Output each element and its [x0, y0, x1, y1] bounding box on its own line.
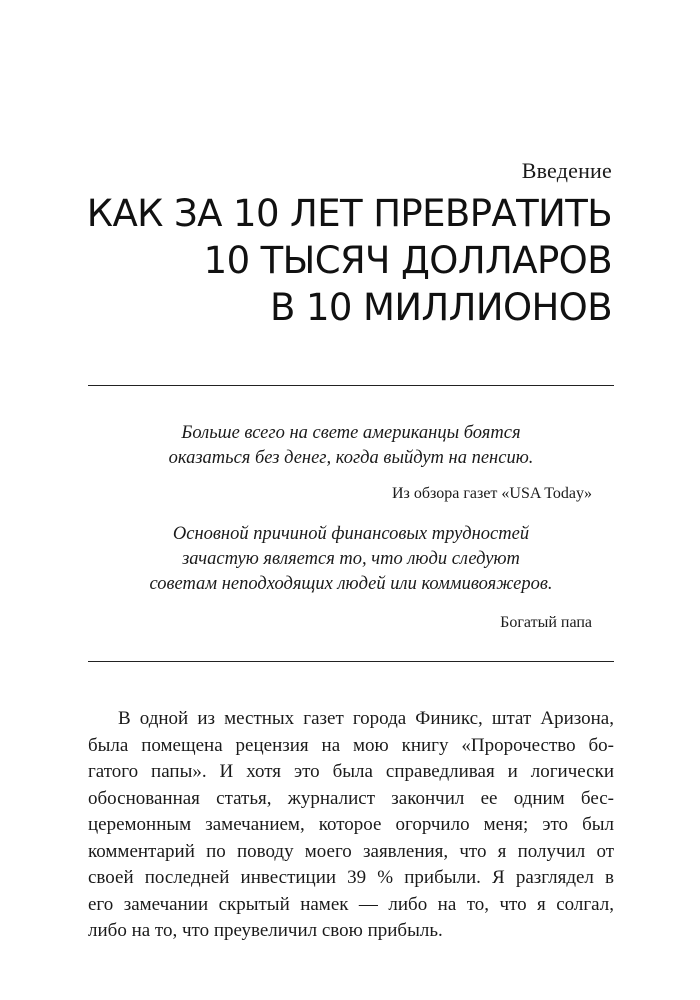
epigraph-quote — [88, 522, 614, 597]
body-paragraph — [88, 706, 614, 945]
epigraph-line: оказаться без денег, когда выйдут на пенсию. — [168, 448, 534, 468]
paragraph-line: комментарий по поводу моего заявления, что я получил от — [88, 840, 614, 862]
chapter-title-line: В 10 МИЛЛИОНОВ — [270, 286, 612, 329]
epigraph-line: зачастую является то, что люди следуют — [182, 549, 520, 569]
section-label: Введение — [521, 158, 612, 183]
bottom-divider — [88, 661, 614, 662]
epigraph-attribution: Богатый папа — [500, 614, 592, 631]
epigraph-line: Больше всего на свете американцы боятся — [181, 423, 521, 443]
epigraph-line: советам неподходящих людей или коммивояжеров. — [149, 574, 553, 594]
chapter-title — [87, 190, 612, 331]
paragraph-line: была помещена рецензия на мою книгу «Пророчество бо- — [88, 734, 614, 756]
epigraph-attribution: Из обзора газет «USA Today» — [391, 485, 592, 502]
paragraph-line: его замечании скрытый намек — либо на то, что я солгал, — [88, 893, 614, 915]
epigraph-quote — [88, 421, 614, 471]
paragraph-line: обоснованная статья, журналист закончил ее одним бес- — [88, 787, 614, 809]
chapter-title-line: 10 ТЫСЯЧ ДОЛЛАРОВ — [203, 239, 612, 282]
epigraph-line: Основной причиной финансовых трудностей — [172, 524, 530, 544]
paragraph-line: гатого папы». И хотя это была справедливая и логически — [88, 761, 614, 782]
paragraph-line: церемонным замечанием, которое огорчило меня; это был — [88, 814, 614, 835]
paragraph-line: либо на то, что преувеличил свою прибыль. — [88, 920, 443, 941]
paragraph-line: В одной из местных газет города Финикс, штат Аризона, — [118, 708, 614, 729]
top-divider — [88, 385, 614, 386]
chapter-title-line: КАК ЗА 10 ЛЕТ ПРЕВРАТИТЬ — [86, 192, 612, 235]
paragraph-line: своей последней инвестиции 39 % прибыли. Я разглядел в — [88, 867, 614, 888]
